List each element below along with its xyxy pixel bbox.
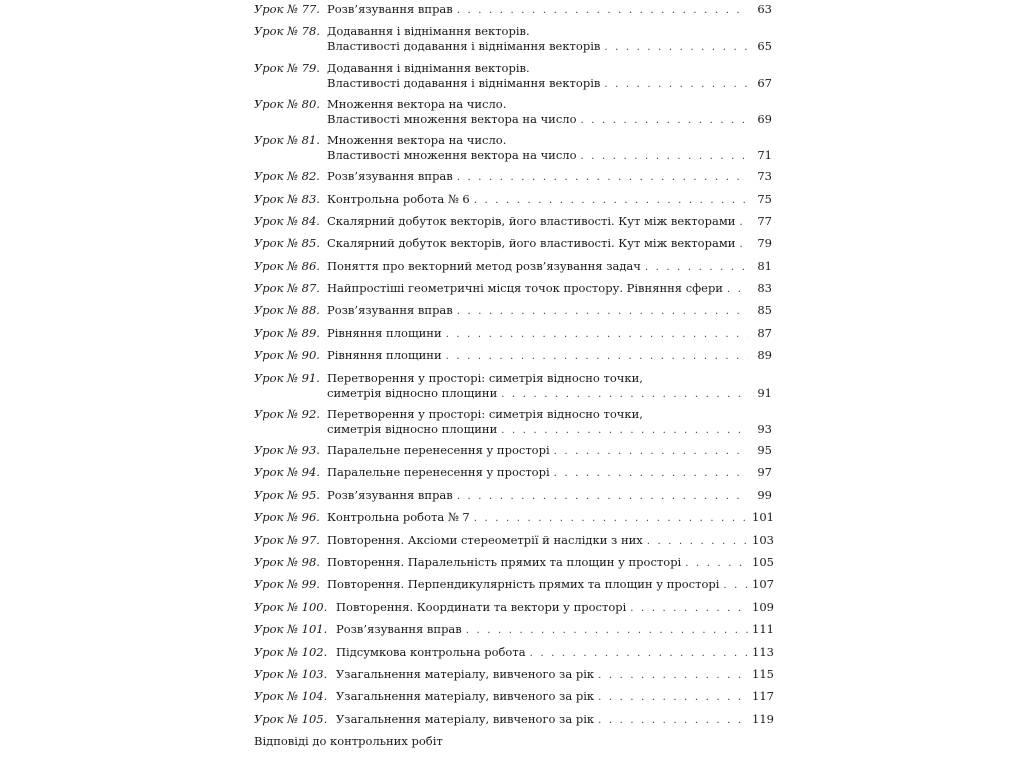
lesson-number: Урок № 103. [254, 666, 328, 681]
lesson-number: Урок № 84. [254, 213, 320, 228]
toc-entry [254, 622, 772, 644]
lesson-title: Рівняння площини [327, 348, 442, 363]
dot-leader [630, 601, 748, 616]
toc-entry [254, 600, 772, 622]
page-number: 113 [752, 644, 774, 659]
page-number: 91 [757, 385, 772, 400]
page-number: 75 [757, 191, 772, 206]
toc-entry [254, 533, 772, 555]
lesson-title: Контрольна робота № 7 [327, 510, 470, 525]
lesson-number: Урок № 89. [254, 325, 320, 340]
dot-leader [723, 578, 748, 593]
lesson-number: Урок № 98. [254, 554, 320, 569]
page-number: 89 [757, 348, 772, 363]
lesson-number: Урок № 91. [254, 370, 320, 385]
lesson-title: Найпростіші геометричні місця точок простору. Рівняння сфери [327, 281, 723, 296]
toc-entry [254, 133, 772, 169]
lesson-title: Множення вектора на число. [327, 96, 507, 111]
lesson-title: Скалярний добуток векторів, його властивості. Кут між векторами [327, 213, 736, 228]
dot-leader [530, 646, 748, 661]
dot-leader [739, 237, 748, 252]
answers-heading: Відповіді до контрольних робіт [254, 734, 443, 749]
page-number: 105 [752, 554, 774, 569]
dot-leader [474, 193, 748, 208]
toc-entry [254, 348, 772, 370]
lesson-title: симетрія відносно площини [327, 385, 498, 400]
toc-entry [254, 371, 772, 407]
lesson-title: симетрія відносно площини [327, 421, 498, 436]
toc-entry [254, 61, 772, 97]
toc-entry [254, 465, 772, 487]
lesson-number: Урок № 87. [254, 281, 320, 296]
table-of-contents [254, 2, 772, 749]
toc-entry [254, 303, 772, 325]
page-number: 117 [752, 689, 774, 704]
lesson-title: Контрольна робота № 6 [327, 191, 470, 206]
lesson-title: Рівняння площини [327, 325, 442, 340]
lesson-number: Урок № 77. [254, 2, 320, 16]
lesson-number: Урок № 88. [254, 303, 320, 318]
toc-entry [254, 667, 772, 689]
toc-entry [254, 555, 772, 577]
lesson-title: Властивості додавання і віднімання векторів [327, 75, 601, 90]
lesson-title: Скалярний добуток векторів, його властивості. Кут між векторами [327, 236, 736, 251]
toc-entry [254, 214, 772, 236]
toc-entry [254, 689, 772, 711]
lesson-number: Урок № 92. [254, 406, 320, 421]
lesson-number: Урок № 80. [254, 96, 320, 111]
lesson-number: Урок № 86. [254, 258, 320, 273]
dot-leader [457, 304, 748, 319]
toc-entry [254, 645, 772, 667]
dot-leader [501, 387, 748, 402]
lesson-number: Урок № 102. [254, 644, 328, 659]
dot-leader [598, 668, 748, 683]
page-number: 65 [757, 39, 772, 54]
page-number: 93 [757, 421, 772, 436]
dot-leader [457, 170, 748, 185]
page-number: 69 [757, 111, 772, 126]
lesson-number: Урок № 78. [254, 24, 320, 39]
lesson-title: Розв’язування вправ [327, 169, 453, 184]
lesson-number: Урок № 85. [254, 236, 320, 251]
lesson-title: Розв’язування вправ [327, 2, 453, 16]
dot-leader [446, 327, 748, 342]
dot-leader [457, 489, 748, 504]
page-number: 85 [757, 303, 772, 318]
lesson-title: Повторення. Аксіоми стереометрії й наслідки з них [327, 532, 643, 547]
page-number: 87 [757, 325, 772, 340]
lesson-title: Розв’язування вправ [327, 487, 453, 502]
lesson-number: Урок № 96. [254, 510, 320, 525]
page-number: 103 [752, 532, 774, 547]
lesson-title: Повторення. Перпендикулярність прямих та площин у просторі [327, 577, 720, 592]
page-number: 83 [757, 281, 772, 296]
page-number: 71 [757, 147, 772, 162]
dot-leader [466, 623, 748, 638]
lesson-title: Повторення. Координати та вектори у просторі [336, 599, 627, 614]
toc-entry [254, 712, 772, 734]
toc-entry [254, 326, 772, 348]
dot-leader [739, 215, 748, 230]
lesson-title: Додавання і віднімання векторів. [327, 24, 530, 39]
lesson-title: Повторення. Паралельність прямих та площин у просторі [327, 554, 682, 569]
toc-entry [254, 24, 772, 60]
lesson-title: Множення вектора на число. [327, 132, 507, 147]
lesson-title: Розв’язування вправ [336, 622, 462, 637]
lesson-number: Урок № 99. [254, 577, 320, 592]
dot-leader [604, 77, 748, 92]
lesson-number: Урок № 101. [254, 622, 328, 637]
toc-entry [254, 577, 772, 599]
lesson-title: Паралельне перенесення у просторі [327, 443, 550, 458]
dot-leader [604, 40, 748, 55]
toc-entry [254, 169, 772, 191]
lesson-number: Урок № 81. [254, 132, 320, 147]
lesson-number: Урок № 100. [254, 599, 328, 614]
lesson-title: Узагальнення матеріалу, вивченого за рік [336, 689, 595, 704]
dot-leader [446, 349, 748, 364]
toc-entry [254, 192, 772, 214]
lesson-title: Розв’язування вправ [327, 303, 453, 318]
toc-entry [254, 281, 772, 303]
dot-leader [598, 690, 748, 705]
dot-leader [727, 282, 748, 297]
dot-leader [501, 423, 748, 438]
page-number: 107 [752, 577, 774, 592]
page-number: 67 [757, 75, 772, 90]
lesson-number: Урок № 97. [254, 532, 320, 547]
lesson-title: Властивості множення вектора на число [327, 147, 577, 162]
lesson-number: Урок № 95. [254, 487, 320, 502]
lesson-title: Перетворення у просторі: симетрія відносно точки, [327, 370, 643, 385]
lesson-number: Урок № 94. [254, 465, 320, 480]
toc-entry [254, 510, 772, 532]
dot-leader [645, 260, 748, 275]
dot-leader [457, 3, 748, 18]
page-number: 79 [757, 236, 772, 251]
dot-leader [474, 511, 748, 526]
page-number: 101 [752, 510, 774, 525]
toc-entry [254, 259, 772, 281]
lesson-number: Урок № 79. [254, 60, 320, 75]
lesson-title: Перетворення у просторі: симетрія відносно точки, [327, 406, 643, 421]
toc-entry [254, 236, 772, 258]
page-number: 77 [757, 213, 772, 228]
page-number: 97 [757, 465, 772, 480]
lesson-title: Узагальнення матеріалу, вивченого за рік [336, 711, 595, 726]
page-number: 109 [752, 599, 774, 614]
toc-entry [254, 97, 772, 133]
dot-leader [554, 466, 748, 481]
dot-leader [554, 444, 748, 459]
dot-leader [647, 534, 748, 549]
page-number: 115 [752, 666, 774, 681]
lesson-title: Паралельне перенесення у просторі [327, 465, 550, 480]
lesson-title: Властивості множення вектора на число [327, 111, 577, 126]
page-number: 73 [757, 169, 772, 184]
dot-leader [581, 149, 748, 164]
dot-leader [598, 713, 748, 728]
lesson-title: Властивості додавання і віднімання векторів [327, 39, 601, 54]
lesson-number: Урок № 90. [254, 348, 320, 363]
dot-leader [581, 113, 748, 128]
lesson-number: Урок № 104. [254, 689, 328, 704]
toc-entry [254, 443, 772, 465]
page-number: 63 [757, 2, 772, 16]
lesson-number: Урок № 93. [254, 443, 320, 458]
toc-entry [254, 488, 772, 510]
lesson-title: Поняття про векторний метод розв’язування задач [327, 258, 641, 273]
lesson-number: Урок № 82. [254, 169, 320, 184]
page-number: 119 [752, 711, 774, 726]
page-number: 81 [757, 258, 772, 273]
lesson-number: Урок № 83. [254, 191, 320, 206]
page-number: 111 [752, 622, 774, 637]
toc-entry [254, 407, 772, 443]
toc-entry [254, 2, 772, 24]
page-number: 95 [757, 443, 772, 458]
page-number: 99 [757, 487, 772, 502]
lesson-number: Урок № 105. [254, 711, 328, 726]
lesson-title: Додавання і віднімання векторів. [327, 60, 530, 75]
dot-leader [685, 556, 748, 571]
lesson-title: Узагальнення матеріалу, вивченого за рік [336, 666, 595, 681]
lesson-title: Підсумкова контрольна робота [336, 644, 526, 659]
